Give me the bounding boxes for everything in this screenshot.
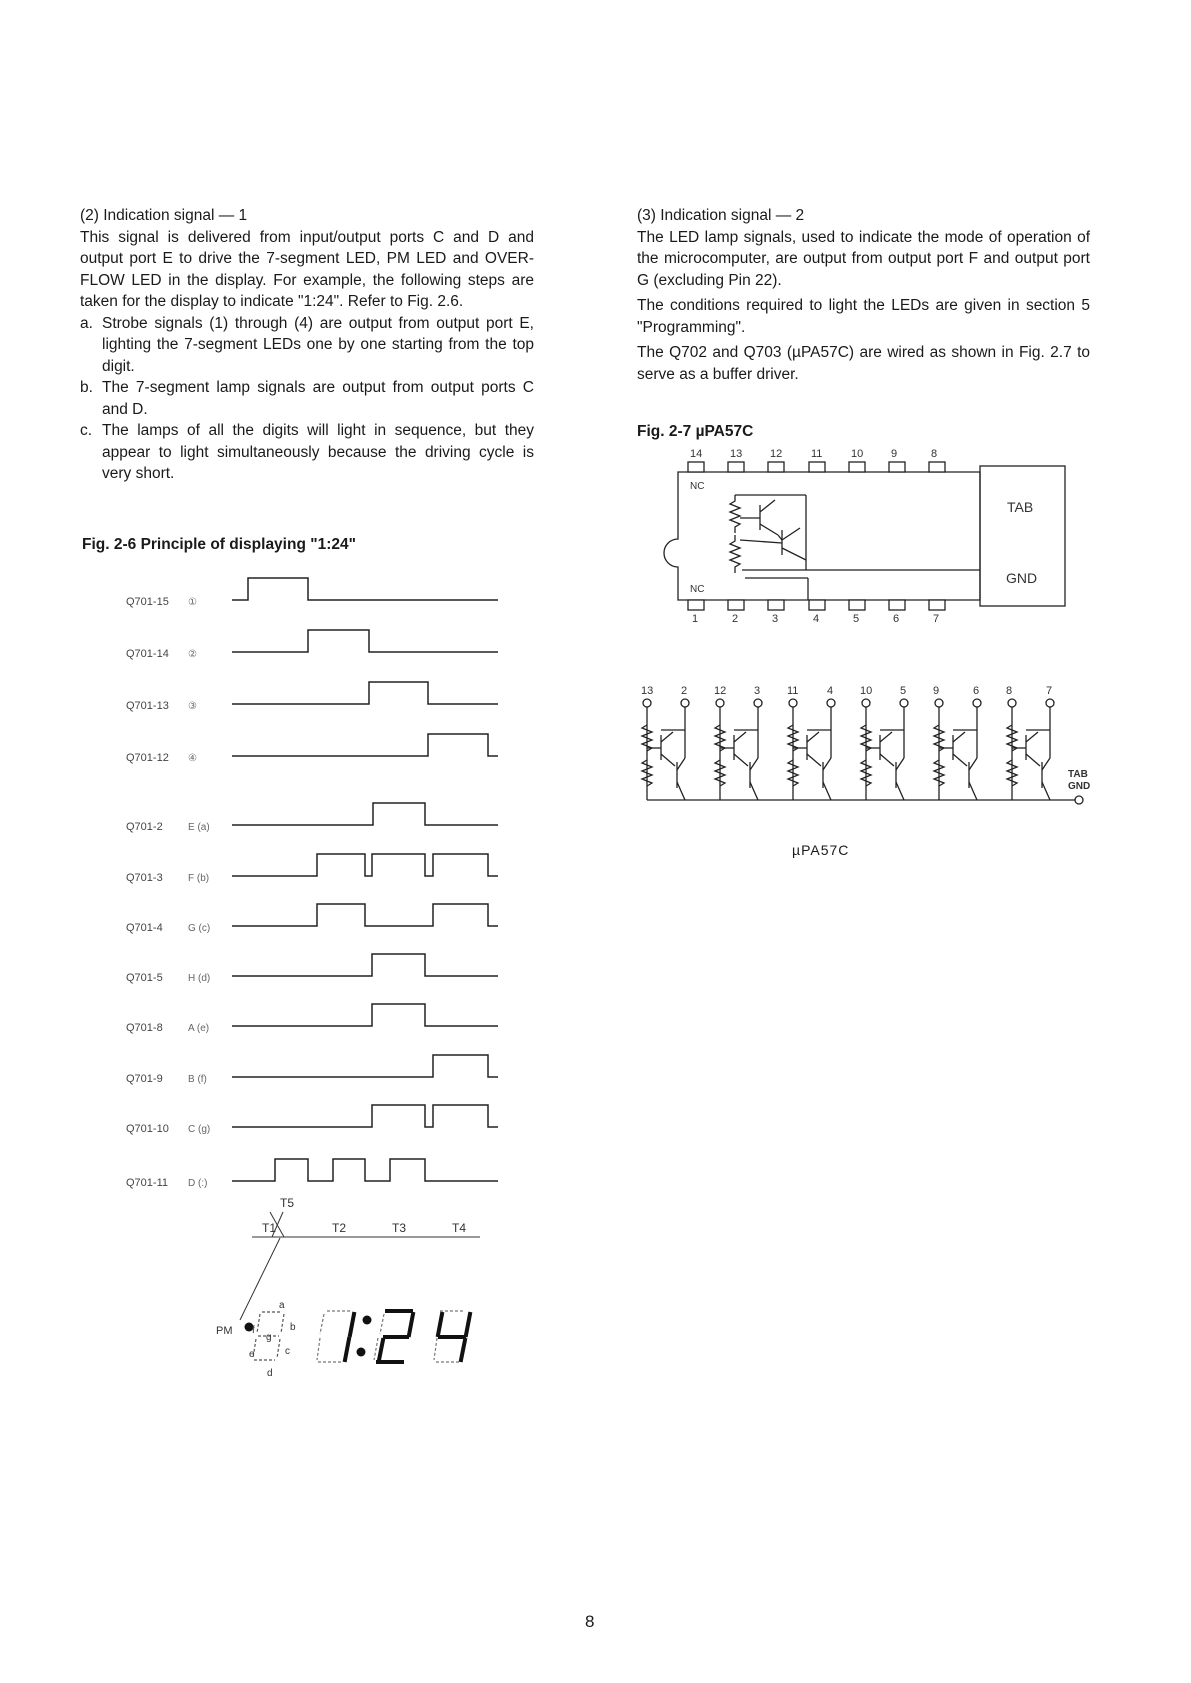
list-label: c. — [80, 422, 93, 439]
section-heading-indication-2: (3) Indication signal — 2 — [637, 207, 805, 224]
ic-pin-number: 3 — [772, 613, 779, 625]
pin-number: 5 — [900, 685, 907, 697]
signal-label: Q701-5 — [126, 972, 163, 984]
part-label: µPA57C — [792, 842, 850, 858]
pin-number: 6 — [973, 685, 980, 697]
nc-bottom-label: NC — [690, 584, 705, 595]
gnd-label: GND — [1006, 570, 1038, 586]
ic-pin-number: 4 — [813, 613, 820, 625]
ic-pin — [929, 600, 945, 610]
signal-label: Q701-12 — [126, 752, 169, 764]
ic-pin — [929, 462, 945, 472]
signal-label: Q701-14 — [126, 648, 169, 660]
nc-top-label: NC — [690, 481, 705, 492]
segment-label-c: c — [285, 1346, 290, 1357]
signal-label: Q701-4 — [126, 922, 163, 934]
ic-pin-number: 9 — [891, 448, 898, 460]
ic-pin — [889, 462, 905, 472]
paragraph: The LED lamp signals, used to indicate the mode of operation of the microcomputer, are output from output port F and output port G (excluding Pin 22). — [637, 228, 1090, 289]
signal-tag: E (a) — [188, 822, 210, 833]
tab-label: TAB — [1007, 499, 1034, 515]
signal-tag: ③ — [188, 701, 197, 712]
signal-tag: F (b) — [188, 873, 210, 884]
pm-label: PM — [216, 1325, 233, 1337]
page-number: 8 — [585, 1612, 595, 1631]
list-label: b. — [80, 379, 93, 396]
pin-number: 4 — [827, 685, 834, 697]
ic-pin — [688, 600, 704, 610]
signal-tag: B (f) — [188, 1074, 207, 1085]
signal-tag: A (e) — [188, 1023, 210, 1034]
ic-pin-number: 7 — [933, 613, 940, 625]
pin-number: 2 — [681, 685, 688, 697]
ic-pin — [809, 462, 825, 472]
signal-label: Q701-9 — [126, 1073, 163, 1085]
signal-label: Q701-13 — [126, 700, 169, 712]
ic-pin — [688, 462, 704, 472]
signal-label: Q701-11 — [126, 1177, 168, 1189]
ic-pin — [889, 600, 905, 610]
figure-caption-2-6: Fig. 2-6 Principle of displaying "1:24" — [82, 536, 356, 553]
ic-pin — [768, 600, 784, 610]
section-heading-indication-1: (2) Indication signal — 1 — [80, 207, 248, 224]
signal-label: Q701-2 — [126, 821, 163, 833]
signal-tag: ① — [188, 597, 197, 608]
pin-number: 10 — [860, 685, 873, 697]
segment-label-b: b — [290, 1322, 296, 1333]
list-label: a. — [80, 314, 93, 332]
ic-pin-number: 8 — [931, 448, 938, 460]
segment-label-a: a — [279, 1300, 285, 1311]
pin-number: 12 — [714, 685, 727, 697]
ic-pin-number: 11 — [811, 448, 823, 460]
list-text: The 7-segment lamp signals are output from output ports C and D. — [102, 379, 534, 418]
intro-paragraph: This signal is delivered from input/output ports C and D and output port E to drive the 7-segment LED, PM LED and OVER-FLOW LED in the display. For example, the following steps are taken for the display to indicate "1:24". Refer to Fig. 2.6. — [80, 228, 534, 310]
pin-number: 8 — [1006, 685, 1013, 697]
period-t3: T3 — [392, 1221, 407, 1235]
segment-label-d: d — [267, 1368, 273, 1379]
tab-gnd-label-gnd: GND — [1068, 781, 1091, 792]
ic-pin-number: 14 — [690, 448, 703, 460]
segment-label-f: f — [252, 1325, 255, 1336]
signal-tag: ② — [188, 649, 197, 660]
period-t4: T4 — [452, 1221, 467, 1235]
segment-label-e: e — [249, 1349, 255, 1360]
signal-label: Q701-10 — [126, 1123, 169, 1135]
signal-tag: H (d) — [188, 973, 211, 984]
ic-pin-number: 6 — [893, 613, 900, 625]
pin-number: 3 — [754, 685, 761, 697]
period-t1: T1 — [262, 1221, 277, 1235]
ic-pin-number: 1 — [692, 613, 699, 625]
pin-number: 7 — [1046, 685, 1053, 697]
ic-pin — [809, 600, 825, 610]
pin-number: 13 — [641, 685, 654, 697]
period-t2: T2 — [332, 1221, 347, 1235]
ic-pin-number: 5 — [853, 613, 860, 625]
ic-pin-number: 10 — [851, 448, 864, 460]
signal-tag: D (:) — [188, 1178, 208, 1189]
ic-pin — [728, 600, 744, 610]
list-text: The lamps of all the digits will light in sequence, but they appear to light simultaneously because the driving cycle is very short. — [102, 422, 534, 482]
tab-gnd-label-tab: TAB — [1068, 769, 1088, 780]
ic-pin-number: 13 — [730, 448, 743, 460]
ic-pin — [849, 600, 865, 610]
ic-pin — [849, 462, 865, 472]
pin-number: 9 — [933, 685, 940, 697]
signal-tag: ④ — [188, 753, 197, 764]
ic-pin — [728, 462, 744, 472]
ic-pin — [768, 462, 784, 472]
signal-label: Q701-15 — [126, 596, 169, 608]
ic-pin-number: 2 — [732, 613, 739, 625]
ic-pin-number: 12 — [770, 448, 783, 460]
paragraph: The Q702 and Q703 (µPA57C) are wired as shown in Fig. 2.7 to serve as a buffer driver. — [637, 344, 1090, 383]
signal-label: Q701-3 — [126, 872, 163, 884]
list-text: Strobe signals (1) through (4) are output from output port E, lighting the 7-segment LEDs one by one starting from the top digit. — [102, 314, 534, 375]
signal-label: Q701-8 — [126, 1022, 163, 1034]
signal-tag: G (c) — [188, 923, 211, 934]
period-t5: T5 — [280, 1196, 295, 1210]
figure-caption-2-7: Fig. 2-7 µPA57C — [637, 423, 754, 440]
paragraph: The conditions required to light the LEDs are given in section 5 "Programming". — [637, 297, 1090, 336]
segment-label-g: g — [266, 1332, 272, 1343]
signal-tag: C (g) — [188, 1124, 211, 1135]
pin-number: 11 — [787, 685, 799, 697]
